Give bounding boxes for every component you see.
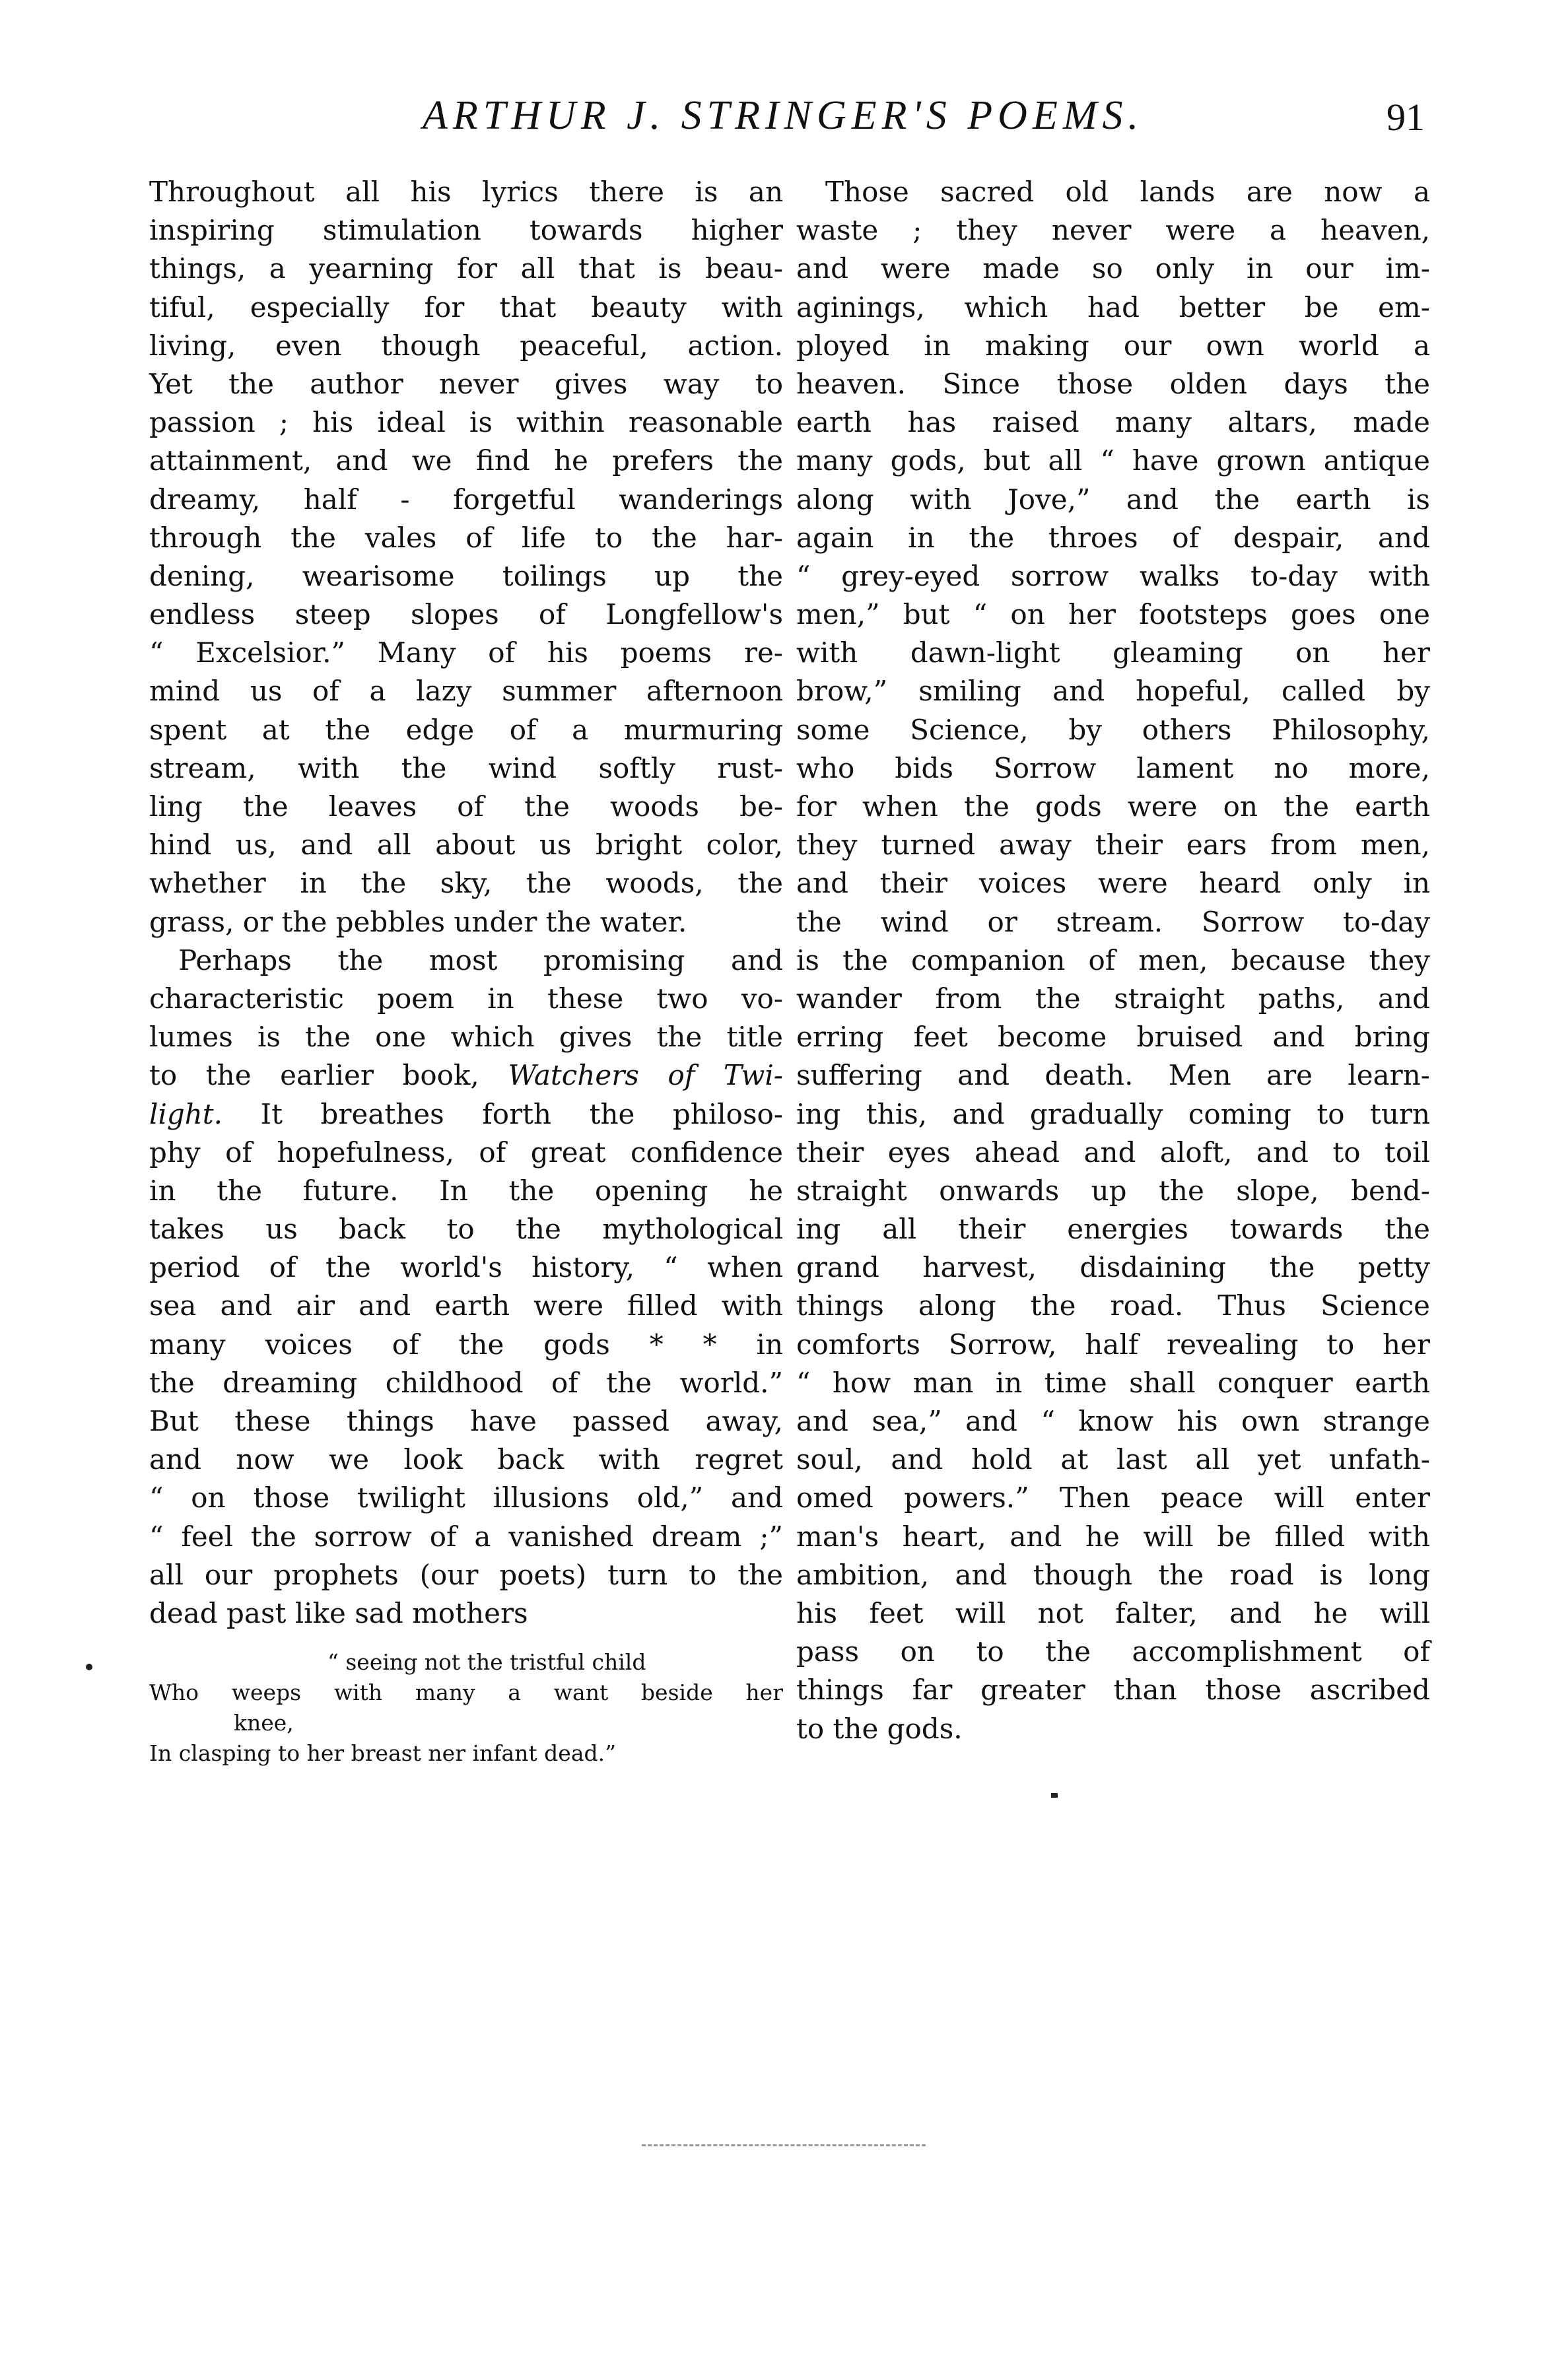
text-line: comforts Sorrow, half revealing to her (796, 1328, 1430, 1361)
text-line: grand harvest, disdaining the petty (796, 1251, 1430, 1284)
text-line: mind us of a lazy summer afternoon (149, 675, 783, 708)
text-line: who bids Sorrow lament no more, (796, 751, 1430, 784)
text-line: to the earlier book, Watchers of Twi- (149, 1059, 783, 1092)
text-line: ambition, and though the road is long (796, 1558, 1430, 1591)
text-line: erring feet become bruised and bring (796, 1021, 1430, 1054)
text-line: is the companion of men, because they (796, 943, 1430, 976)
text-line: spent at the edge of a murmuring (149, 713, 783, 746)
text-line: characteristic poem in these two vo- (149, 982, 783, 1015)
text-line: tiful, especially for that beauty with (149, 290, 783, 323)
text-line: whether in the sky, the woods, the (149, 867, 783, 900)
text-line: ing this, and gradually coming to turn (796, 1097, 1430, 1130)
text-line: man's heart, and he will be filled with (796, 1520, 1430, 1553)
text-line: period of the world's history, “ when (149, 1251, 783, 1284)
quote-line: knee, (234, 1710, 294, 1736)
text-line: “ on those twilight illusions old,” and (149, 1481, 783, 1514)
text-line: light. It breathes forth the philoso- (149, 1097, 783, 1130)
text-line: and now we look back with regret (149, 1443, 783, 1476)
text-line: lumes is the one which gives the title (149, 1021, 783, 1054)
text-line: But these things have passed away, (149, 1405, 783, 1437)
text-line: things far greater than those ascribed (796, 1674, 1430, 1707)
text-line: dening, wearisome toilings up the (149, 559, 783, 592)
text-line: Perhaps the most promising and (178, 943, 783, 976)
text-line: attainment, and we find he prefers the (149, 444, 783, 477)
text-line: ing all their energies towards the (796, 1213, 1430, 1246)
end-rule (642, 2144, 926, 2146)
text-line: again in the throes of despair, and (796, 521, 1430, 554)
text-line: ling the leaves of the woods be- (149, 790, 783, 823)
text-line: dreamy, half - forgetful wanderings (149, 483, 783, 516)
text-line: and sea,” and “ know his own strange (796, 1405, 1430, 1437)
quote-line: In clasping to her breast ner infant dead.” (149, 1740, 616, 1767)
block-quote (149, 1647, 783, 1769)
text-line: stream, with the wind softly rust- (149, 751, 783, 784)
page-number: 91 (1387, 96, 1425, 139)
text-line: in the future. In the opening he (149, 1174, 783, 1207)
text-line: suffering and death. Men are learn- (796, 1059, 1430, 1092)
text-line: “ Excelsior.” Many of his poems re- (149, 636, 783, 669)
text-line: omed powers.” Then peace will enter (796, 1481, 1430, 1514)
quote-line: Who weeps with many a want beside her (149, 1680, 783, 1706)
text-line: phy of hopefulness, of great confidence (149, 1136, 783, 1169)
text-line: and their voices were heard only in (796, 867, 1430, 900)
text-line: through the vales of life to the har- (149, 521, 783, 554)
text-line: their eyes ahead and aloft, and to toil (796, 1136, 1430, 1169)
text-line: hind us, and all about us bright color, (149, 829, 783, 862)
text-line: takes us back to the mythological (149, 1213, 783, 1246)
left-column (149, 173, 783, 1769)
text-line: straight onwards up the slope, bend- (796, 1174, 1430, 1207)
right-column (796, 173, 1430, 1748)
text-line: brow,” smiling and hopeful, called by (796, 675, 1430, 708)
text-line: along with Jove,” and the earth is (796, 483, 1430, 516)
ink-speck (1051, 1793, 1058, 1798)
text-line: soul, and hold at last all yet unfath- (796, 1443, 1430, 1476)
text-line: Yet the author never gives way to (149, 367, 783, 400)
text-line: many voices of the gods * * in (149, 1328, 783, 1361)
quote-line: “ seeing not the tristful child (327, 1649, 646, 1676)
margin-dot (86, 1664, 92, 1670)
text-line: ployed in making our own world a (796, 329, 1430, 362)
text-line: for when the gods were on the earth (796, 790, 1430, 823)
text-line: grass, or the pebbles under the water. (149, 905, 687, 938)
text-line: “ grey-eyed sorrow walks to-day with (796, 559, 1430, 592)
text-line: some Science, by others Philosophy, (796, 713, 1430, 746)
text-line: aginings, which had better be em- (796, 290, 1430, 323)
text-line: things, a yearning for all that is beau- (149, 252, 783, 285)
text-line: men,” but “ on her footsteps goes one (796, 598, 1430, 631)
text-line: with dawn-light gleaming on her (796, 636, 1430, 669)
text-line: “ how man in time shall conquer earth (796, 1366, 1430, 1399)
text-line: waste ; they never were a heaven, (796, 214, 1430, 247)
text-line: dead past like sad mothers (149, 1596, 528, 1629)
text-line: all our prophets (our poets) turn to the (149, 1558, 783, 1591)
text-line: wander from the straight paths, and (796, 982, 1430, 1015)
text-line: his feet will not falter, and he will (796, 1596, 1430, 1629)
text-line: sea and air and earth were filled with (149, 1289, 783, 1322)
text-line: passion ; his ideal is within reasonable (149, 406, 783, 439)
text-line: the dreaming childhood of the world.” (149, 1366, 783, 1399)
running-title: ARTHUR J. STRINGER'S POEMS. (423, 93, 1144, 138)
text-line: they turned away their ears from men, (796, 829, 1430, 862)
text-line: to the gods. (796, 1712, 963, 1745)
text-line: pass on to the accomplishment of (796, 1635, 1430, 1668)
text-line: Throughout all his lyrics there is an (149, 176, 783, 208)
text-line: and were made so only in our im- (796, 252, 1430, 285)
text-line: earth has raised many altars, made (796, 406, 1430, 439)
text-line: “ feel the sorrow of a vanished dream ;” (149, 1520, 783, 1553)
text-line: many gods, but all “ have grown antique (796, 444, 1430, 477)
text-line: endless steep slopes of Longfellow's (149, 598, 783, 631)
text-line: living, even though peaceful, action. (149, 329, 783, 362)
text-line: inspiring stimulation towards higher (149, 214, 783, 247)
text-line: Those sacred old lands are now a (825, 176, 1430, 208)
text-line: things along the road. Thus Science (796, 1289, 1430, 1322)
text-line: the wind or stream. Sorrow to-day (796, 905, 1430, 938)
text-line: heaven. Since those olden days the (796, 367, 1430, 400)
running-header (0, 92, 1541, 145)
